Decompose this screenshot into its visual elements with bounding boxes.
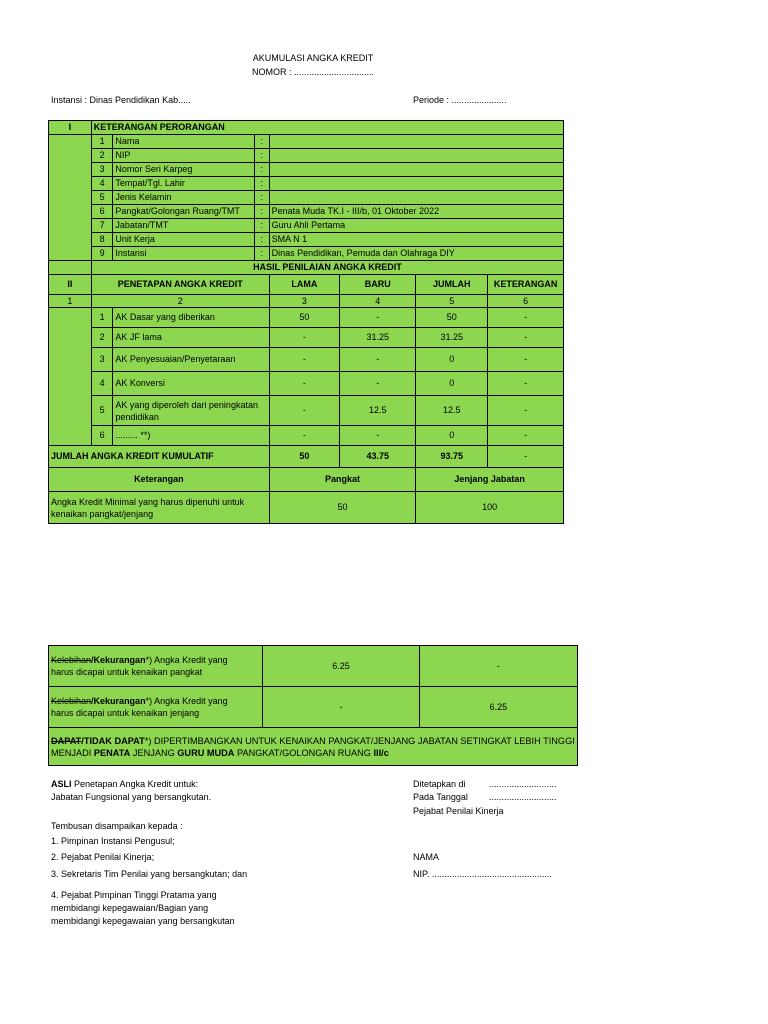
total-ket: - (488, 446, 564, 468)
kelebihan-strike: Kelebihan (51, 696, 92, 706)
person-row-sep: : (254, 135, 269, 149)
person-row-no: 6 (91, 205, 113, 219)
person-row-label: Tempat/Tgl. Lahir (113, 177, 255, 191)
decision-text2b: JENJANG (130, 747, 178, 758)
col-index: 2 (91, 295, 269, 308)
instansi-label: Instansi : Dinas Pendidikan Kab..... (51, 95, 191, 105)
person-row-value: Penata Muda TK.I - III/b, 01 Oktober 2022 (269, 205, 563, 219)
main-table (48, 120, 564, 524)
total-label: JUMLAH ANGKA KREDIT KUMULATIF (49, 446, 270, 468)
col-index: 5 (416, 295, 488, 308)
person-row-no: 9 (91, 247, 113, 261)
kelebihan-pangkat-label (49, 646, 263, 687)
minimal-col-jenjang: Jenjang Jabatan (416, 468, 564, 492)
person-row-no: 1 (91, 135, 113, 149)
ak-row-label: AK yang diperoleh dari peningkatan pendidikan (113, 396, 269, 426)
person-row-value (269, 135, 563, 149)
asli-rest: Penetapan Angka Kredit untuk: (71, 779, 199, 789)
person-row-label: Nama (113, 135, 255, 149)
section2-num: II (49, 275, 92, 295)
ak-row-no: 4 (91, 372, 113, 396)
kelebihan-jenjang-value: 6.25 (419, 687, 577, 728)
nip-label: NIP. ................................................ (413, 869, 552, 879)
ak-row-no: 3 (91, 348, 113, 372)
kekurangan-bold: /Kekurangan (91, 696, 146, 706)
tembusan-item: 3. Sekretaris Tim Penilai yang bersangkutan; dan (51, 869, 248, 879)
section1-num: I (49, 121, 92, 135)
decision-golongan: III/c (373, 747, 389, 758)
hasil-title: HASIL PENILAIAN ANGKA KREDIT (91, 261, 563, 275)
decision-cell (49, 728, 578, 766)
kelebihan-pangkat-jenjang: - (419, 646, 577, 687)
person-row-sep: : (254, 149, 269, 163)
kelebihan-strike: Kelebihan (51, 655, 92, 665)
ak-row-label: ......... **) (113, 426, 269, 446)
tembusan-item-cont: membidangi kepegawaian yang bersangkutan (51, 916, 235, 926)
table-row (49, 426, 564, 446)
ak-row-ket: - (488, 426, 564, 446)
person-row-label: Jenis Kelamin (113, 191, 255, 205)
ak-row-baru: - (340, 348, 416, 372)
ak-row-label: AK Konversi (113, 372, 269, 396)
person-row-no: 8 (91, 233, 113, 247)
col-lama-header: LAMA (269, 275, 339, 295)
ak-row-label: AK Penyesuaian/Penyetaraan (113, 348, 269, 372)
minimal-jenjang: 100 (416, 492, 564, 524)
person-row-label: NIP (113, 149, 255, 163)
col-index: 4 (340, 295, 416, 308)
person-row-no: 2 (91, 149, 113, 163)
person-row-value (269, 191, 563, 205)
tembusan-item-cont: membidangi kepegawaian/Bagian yang (51, 903, 209, 913)
minimal-col-pangkat: Pangkat (269, 468, 416, 492)
person-row-no: 5 (91, 191, 113, 205)
section1-title: KETERANGAN PERORANGAN (91, 121, 563, 135)
decision-jenjang: GURU MUDA (177, 747, 235, 758)
doc-nomor: NOMOR : ................................ (251, 67, 374, 77)
ak-row-label: AK JF lama (113, 328, 269, 348)
person-row-value (269, 149, 563, 163)
decision-text2c: PANGKAT/GOLONGAN RUANG (234, 747, 374, 758)
ditetapkan-dots: ........................... (489, 779, 557, 789)
total-jumlah: 93.75 (416, 446, 488, 468)
col-index: 3 (269, 295, 339, 308)
decision-text2a: MENJADI (51, 747, 94, 758)
ak-row-ket: - (488, 348, 564, 372)
tanggal-dots: ........................... (489, 792, 557, 802)
person-row-no: 3 (91, 163, 113, 177)
ak-row-jumlah: 0 (416, 348, 488, 372)
ak-row-baru: 12.5 (340, 396, 416, 426)
person-row-label: Pangkat/Golongan Ruang/TMT (113, 205, 255, 219)
ak-row-no: 6 (91, 426, 113, 446)
person-row-sep: : (254, 191, 269, 205)
kekurangan-bold: /Kekurangan (91, 655, 146, 665)
person-row-sep: : (254, 163, 269, 177)
kelebihan-table (48, 645, 578, 766)
ak-row-ket: - (488, 308, 564, 328)
ak-row-no: 2 (91, 328, 113, 348)
tembusan-item: 4. Pejabat Pimpinan Tinggi Pratama yang (51, 890, 217, 900)
ak-row-baru: - (340, 372, 416, 396)
person-row-value: Dinas Pendidikan, Pemuda dan Olahraga DIY (269, 247, 563, 261)
minimal-label: Angka Kredit Minimal yang harus dipenuhi untuk kenaikan pangkat/jenjang (49, 492, 270, 524)
ak-row-lama: - (269, 328, 339, 348)
person-row-label: Nomor Seri Karpeg (113, 163, 255, 177)
kelebihan-text1: *) Angka Kredit yang (145, 655, 228, 665)
pejabat-label: Pejabat Penilai Kinerja (413, 806, 504, 816)
asli-bold: ASLI (51, 779, 72, 789)
ak-row-jumlah: 0 (416, 372, 488, 396)
table-row (49, 372, 564, 396)
asli-line (51, 778, 198, 791)
ak-row-ket: - (488, 372, 564, 396)
ak-row-no: 5 (91, 396, 113, 426)
kelebihan-pangkat-value: 6.25 (263, 646, 420, 687)
person-row-label: Jabatan/TMT (113, 219, 255, 233)
nama-label: NAMA (413, 852, 440, 862)
person-row-sep: : (254, 247, 269, 261)
total-lama: 50 (269, 446, 339, 468)
kelebihan-text2: harus dicapai untuk kenaikan pangkat (51, 667, 203, 677)
table-row (49, 308, 564, 328)
ak-row-ket: - (488, 328, 564, 348)
tembusan-item: 2. Pejabat Penilai Kinerja; (51, 852, 155, 862)
ak-row-lama: - (269, 396, 339, 426)
ak-row-lama: - (269, 426, 339, 446)
ak-row-jumlah: 0 (416, 426, 488, 446)
total-row (49, 446, 564, 468)
ditetapkan-label: Ditetapkan di (413, 779, 466, 789)
decision-text1: *) DIPERTIMBANGKAN UNTUK KENAIKAN PANGKAT/JENJANG JABATAN SETINGKAT LEBIH TINGGI (144, 735, 575, 746)
minimal-pangkat: 50 (269, 492, 416, 524)
ak-row-lama: 50 (269, 308, 339, 328)
col-index: 6 (488, 295, 564, 308)
ak-row-label: AK Dasar yang diberikan (113, 308, 269, 328)
col-ket-header: KETERANGAN (488, 275, 564, 295)
tembusan-label: Tembusan disampaikan kepada : (51, 821, 183, 831)
person-row-sep: : (254, 233, 269, 247)
person-row-value (269, 177, 563, 191)
ak-row-no: 1 (91, 308, 113, 328)
section1-blank (49, 135, 92, 261)
periode-label: Periode : ...................... (413, 95, 507, 105)
ak-row-lama: - (269, 372, 339, 396)
kelebihan-text2: harus dicapai untuk kenaikan jenjang (51, 708, 200, 718)
total-baru: 43.75 (340, 446, 416, 468)
ak-row-jumlah: 31.25 (416, 328, 488, 348)
minimal-col-ket: Keterangan (49, 468, 270, 492)
person-row-no: 7 (91, 219, 113, 233)
table-row (49, 328, 564, 348)
ak-row-lama: - (269, 348, 339, 372)
person-row-label: Instansi (113, 247, 255, 261)
tanggal-label: Pada Tanggal (413, 792, 468, 802)
person-row-no: 4 (91, 177, 113, 191)
ak-row-jumlah: 12.5 (416, 396, 488, 426)
person-row-label: Unit Kerja (113, 233, 255, 247)
hasil-blank (49, 261, 92, 275)
section2-title: PENETAPAN ANGKA KREDIT (91, 275, 269, 295)
asli-line2: Jabatan Fungsional yang bersangkutan. (51, 792, 212, 802)
person-row-sep: : (254, 219, 269, 233)
person-row-value: SMA N 1 (269, 233, 563, 247)
decision-pangkat: PENATA (93, 747, 131, 758)
person-row-sep: : (254, 177, 269, 191)
table-row (49, 396, 564, 426)
table-row (49, 348, 564, 372)
ak-row-ket: - (488, 396, 564, 426)
person-row-value (269, 163, 563, 177)
col-index: 1 (49, 295, 92, 308)
section2-blank (49, 308, 92, 446)
ak-row-jumlah: 50 (416, 308, 488, 328)
kelebihan-jenjang-pangkat: - (263, 687, 420, 728)
decision-bold: /TIDAK DAPAT (81, 735, 145, 746)
doc-title: AKUMULASI ANGKA KREDIT (252, 53, 374, 63)
ak-row-baru: - (340, 308, 416, 328)
person-row-sep: : (254, 205, 269, 219)
person-row-value: Guru Ahli Pertama (269, 219, 563, 233)
ak-row-baru: 31.25 (340, 328, 416, 348)
decision-strike: DAPAT (51, 735, 82, 746)
ak-row-baru: - (340, 426, 416, 446)
kelebihan-jenjang-label (49, 687, 263, 728)
tembusan-item: 1. Pimpinan Instansi Pengusul; (51, 836, 175, 846)
col-jumlah-header: JUMLAH (416, 275, 488, 295)
kelebihan-text1: *) Angka Kredit yang (145, 696, 228, 706)
col-baru-header: BARU (340, 275, 416, 295)
